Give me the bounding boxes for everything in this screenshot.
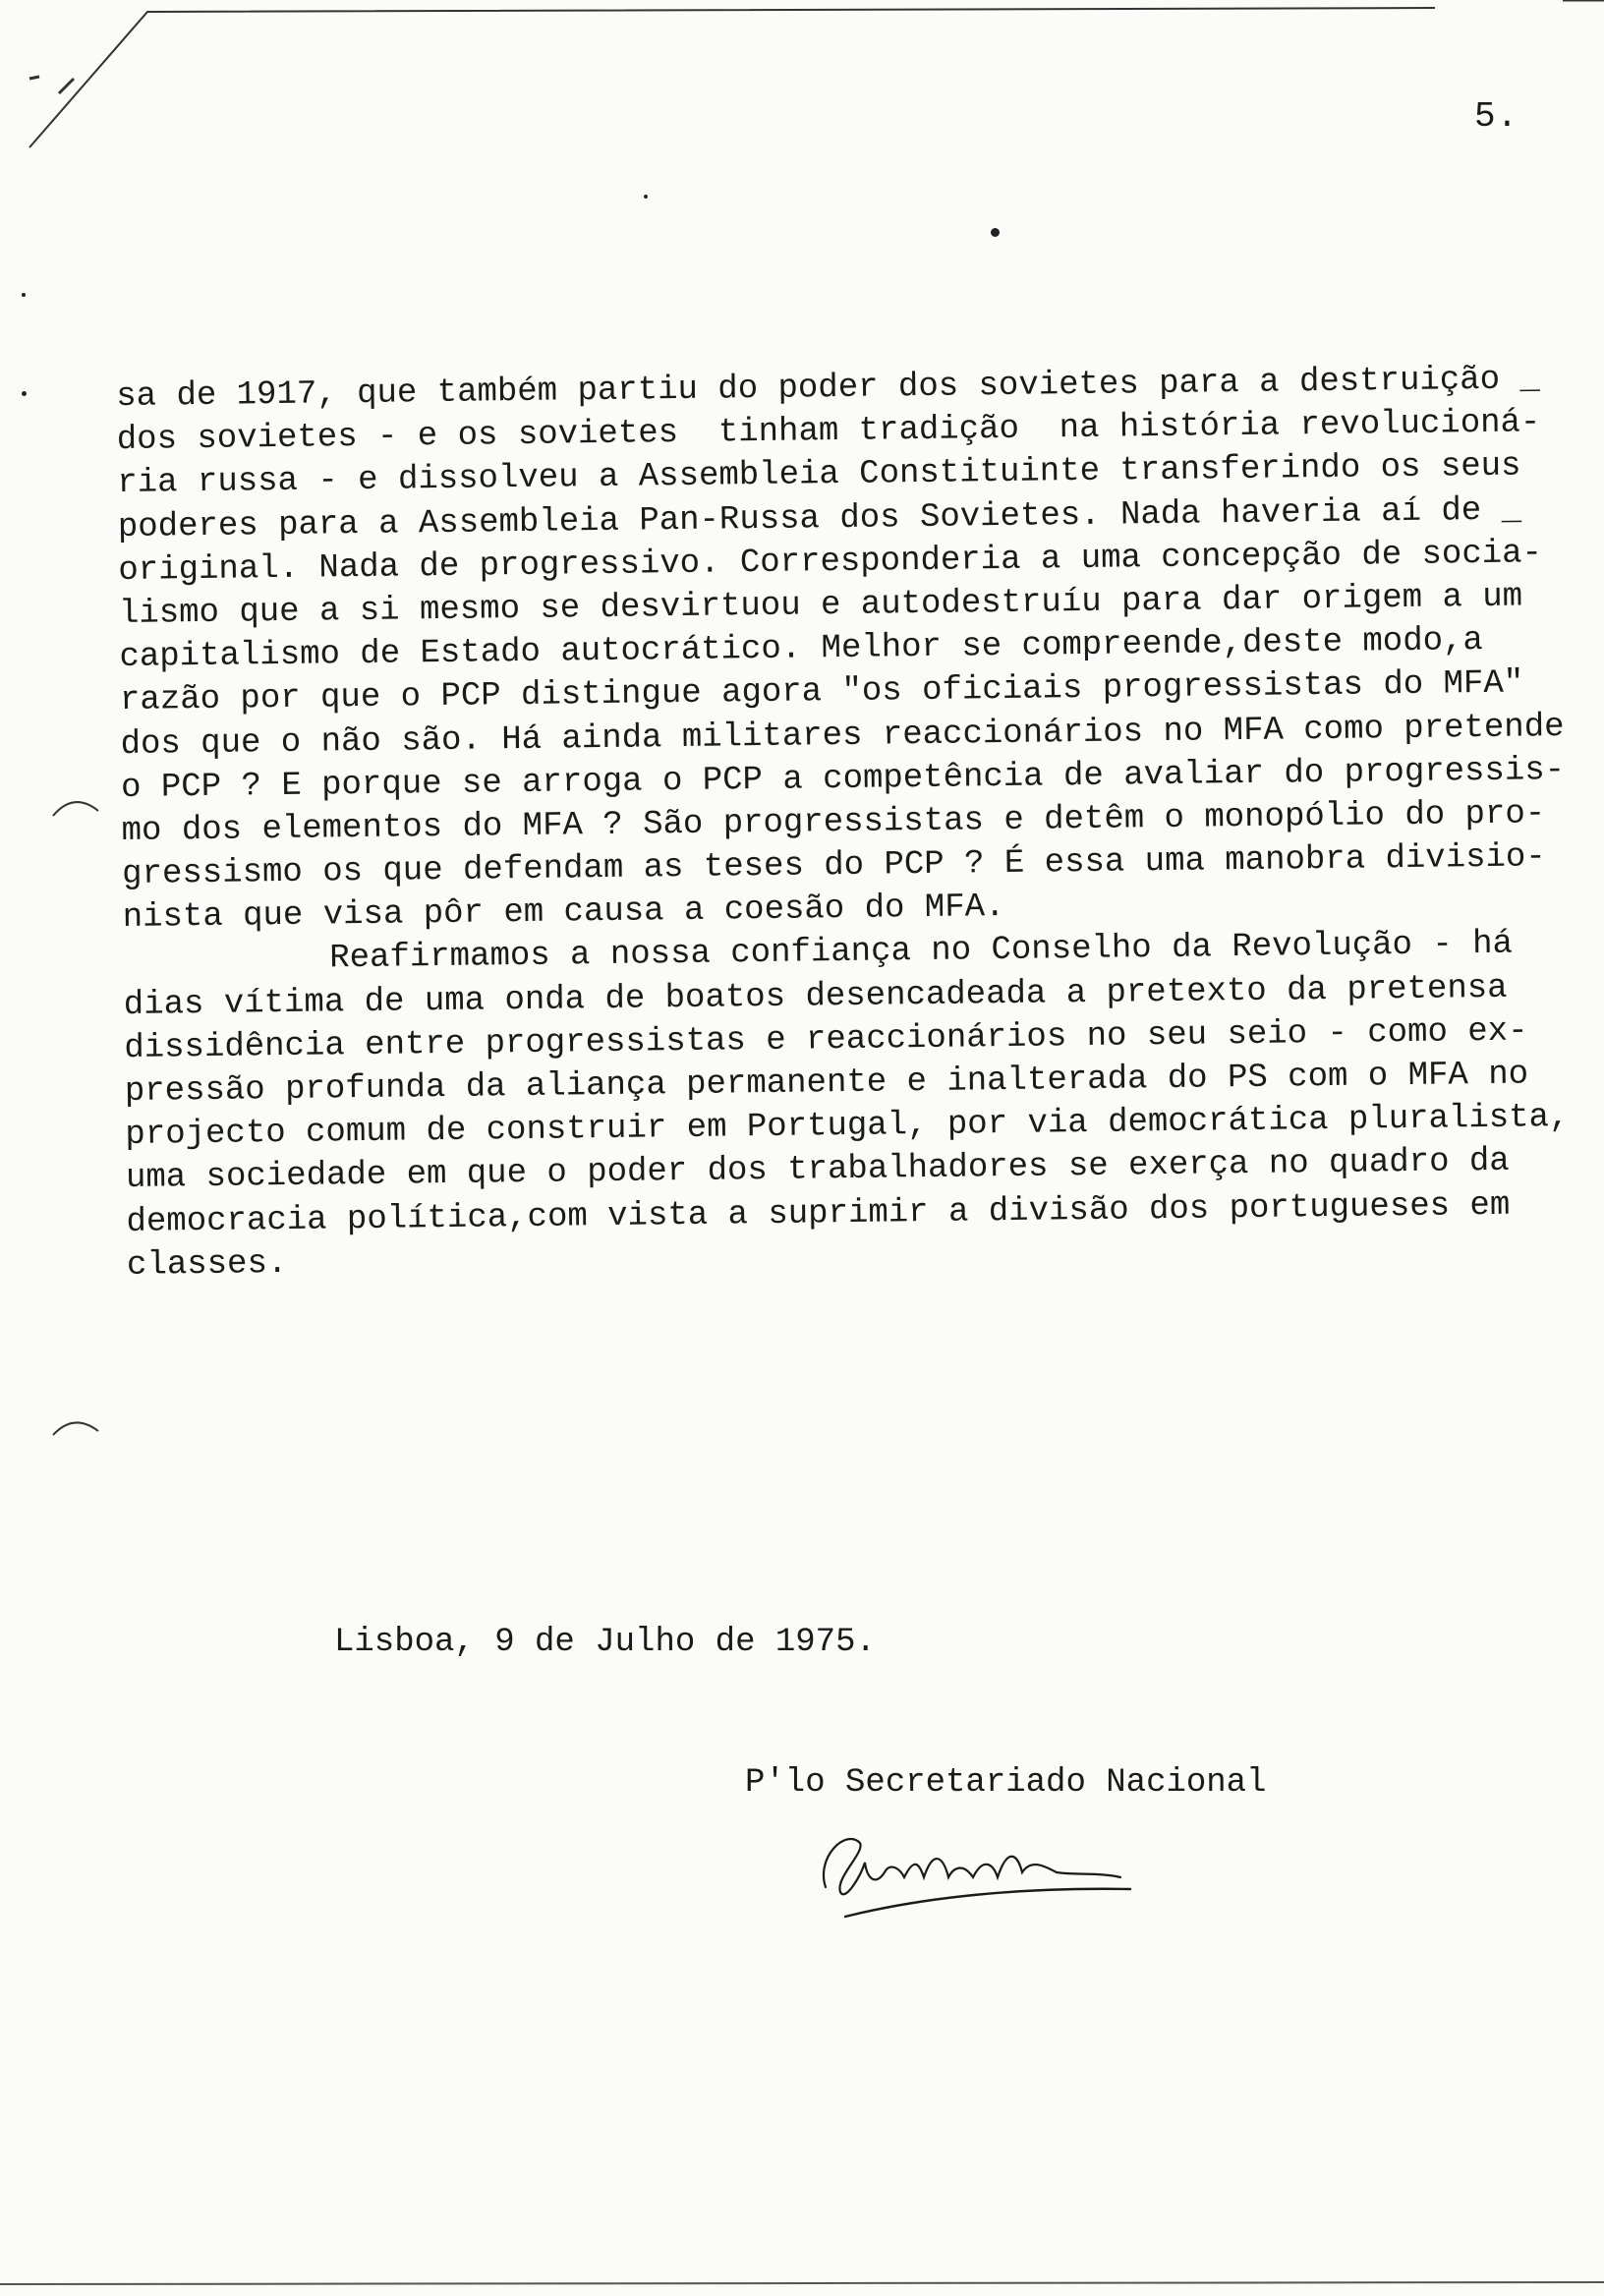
text-line: mo dos elementos do MFA ? São progressistas e detêm o monopólio do pro- bbox=[121, 795, 1546, 850]
page-number: 5. bbox=[1474, 96, 1519, 137]
text-line: uma sociedade em que o poder dos trabalhadores se exerça no quadro da bbox=[125, 1143, 1510, 1198]
paragraph-first-line: Reafirmamos a nossa confiança no Conselho da Revolução - há bbox=[329, 926, 1514, 978]
margin-bracket-mark bbox=[49, 786, 108, 826]
text-line: capitalismo de Estado autocrático. Melhor se compreende,deste modo,a bbox=[119, 622, 1484, 677]
ink-speck bbox=[22, 391, 27, 396]
text-line: lismo que a si mesmo se desvirtuou e autodestruíu para dar origem a um bbox=[118, 578, 1523, 633]
text-line: pressão profunda da aliança permanente e inalterada do PS com o MFA no bbox=[124, 1056, 1529, 1111]
text-line: poderes para a Assembleia Pan-Russa dos Sovietes. Nada haveria aí de _ bbox=[117, 491, 1522, 546]
text-line: dos que o não são. Há ainda militares reaccionários no MFA como pretende bbox=[120, 708, 1565, 764]
text-line: sa de 1917, que também partiu do poder dos sovietes para a destruição _ bbox=[116, 361, 1541, 416]
ink-speck bbox=[644, 195, 648, 199]
text-line: razão por que o PCP distingue agora "os oficiais progressistas do MFA" bbox=[119, 664, 1524, 720]
text-line: projecto comum de construir em Portugal, por via democrática pluralista, bbox=[125, 1099, 1570, 1155]
bottom-edge-line bbox=[0, 2278, 1604, 2290]
corner-scratch-mark bbox=[0, 0, 1604, 197]
handwritten-signature bbox=[806, 1818, 1140, 1926]
text-line: dissidência entre progressistas e reaccionários no seu seio - como ex- bbox=[124, 1012, 1528, 1067]
text-line: dos sovietes - e os sovietes tinham tradição na história revolucioná- bbox=[116, 404, 1541, 460]
date-line: Lisboa, 9 de Julho de 1975. bbox=[334, 1624, 876, 1661]
text-line: ria russa - e dissolveu a Assembleia Constituinte transferindo os seus bbox=[117, 447, 1521, 503]
text-line: gressismo os que defendam as teses do PCP ? É essa uma manobra divisio- bbox=[121, 838, 1546, 894]
ink-speck bbox=[991, 228, 1000, 237]
text-line: democracia política,com vista a suprimir a divisão dos portugueses em bbox=[126, 1186, 1511, 1241]
text-line: o PCP ? E porque se arroga o PCP a competência de avaliar do progressis- bbox=[120, 751, 1566, 807]
text-line: original. Nada de progressivo. Corresponderia a uma concepção de socia- bbox=[118, 535, 1543, 590]
text-line: dias vítima de uma onda de boatos desencadeada a pretexto da pretensa bbox=[123, 969, 1508, 1024]
margin-bracket-mark bbox=[49, 1407, 108, 1447]
signature-caption: P'lo Secretariado Nacional bbox=[745, 1764, 1267, 1802]
text-line: nista que visa pôr em causa a coesão do MFA. bbox=[122, 889, 1005, 938]
text-line: classes. bbox=[126, 1244, 288, 1285]
ink-speck bbox=[22, 293, 26, 297]
document-body bbox=[116, 358, 1581, 1288]
